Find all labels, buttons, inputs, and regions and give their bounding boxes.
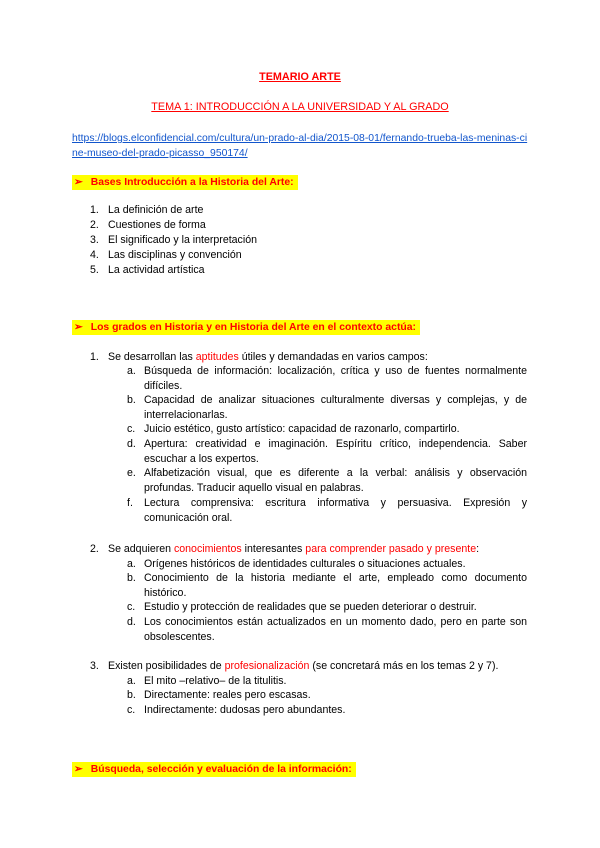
section-heading-text: Búsqueda, selección y evaluación de la información: bbox=[90, 764, 352, 775]
highlight-comprender: para comprender pasado y presente bbox=[305, 543, 477, 555]
highlight-aptitudes: aptitudes bbox=[195, 351, 239, 363]
section-heading-busqueda bbox=[72, 762, 356, 777]
document-subtitle: TEMA 1: INTRODUCCIÓN A LA UNIVERSIDAD Y AL GRADO bbox=[151, 101, 449, 113]
arrow-bullet-icon: ➢ bbox=[74, 764, 83, 775]
arrow-bullet-icon: ➢ bbox=[74, 177, 83, 188]
document-page: TEMARIO ARTE TEMA 1: INTRODUCCIÓN A LA UNIVERSIDAD Y AL GRADO https://blogs.elconfidencial.com/cultura/un-prado-al-dia/2015-08-01/fernando-trueba-las-meninas-cine-museo-del-prado-picasso_950174/ ➢ Bases Introducción a la Historia del Arte: 1. La definición de arte 2. Cuestiones de forma 3. El significado y la interpretación 4. Las disciplinas y convención 5. La actividad artística ➢ Los grados en Historia y en Historia del Arte en el contexto actúa: 1. Se desarrollan las aptitudes útiles y demandadas en varios campos: a. Búsqueda de información: localización, crítica y uso de fuentes normalmente difíciles. b. Capacidad de analizar situaciones culturalmente diversas y complejas, y de interrelacionarlas. c. Juicio estético, gusto artístico: capacidad de razonarlo, compartirlo. d. Apertura: creatividad e imaginación. Espíritu crítico, independencia. Saber escuchar a los expertos. e. Alfabetización visual, que es diferente a la verbal: análisis y observación profundas. Traducir aquello visual en palabras. f. Lectura comprensiva: escritura informativa y persuasiva. Expresión y comunicación oral. 2. Se adquieren conocimientos interesantes para comprender pasado y presente: a. Orígenes históricos de identidades culturales o situaciones actuales. b. Conocimiento de la historia mediante el arte, empleado como documento histórico. c. Estudio y protección de realidades que se pueden deteriorar o destruir. d. Los conocimientos están actualizados en un momento dado, pero en parte son obsolescentes. 3. Existen posibilidades de profesionalización (se concretará más en los temas 2 y 7). a. El mito –relativo– de la titulitis. b. Directamente: reales pero escasas. c. Indirectamente: dudosas pero abundantes. ➢ Búsqueda, selección y evaluación de la información: bbox=[0, 0, 600, 848]
section-heading-text: Los grados en Historia y en Historia del Arte en el contexto actúa: bbox=[90, 322, 416, 333]
section-heading-grados bbox=[72, 320, 420, 335]
highlight-conocimientos: conocimientos bbox=[173, 543, 242, 555]
section-heading-text: Bases Introducción a la Historia del Arte: bbox=[90, 177, 294, 188]
section-heading-bases bbox=[72, 175, 298, 190]
arrow-bullet-icon: ➢ bbox=[74, 322, 83, 333]
reference-link[interactable]: https://blogs.elconfidencial.com/cultura/un-prado-al-dia/2015-08-01/fernando-trueba-las-meninas-cine-museo-del-prado-picasso_950174/ bbox=[72, 133, 528, 159]
highlight-profesionalizacion: profesionalización bbox=[224, 660, 310, 672]
document-title: TEMARIO ARTE bbox=[259, 71, 341, 83]
